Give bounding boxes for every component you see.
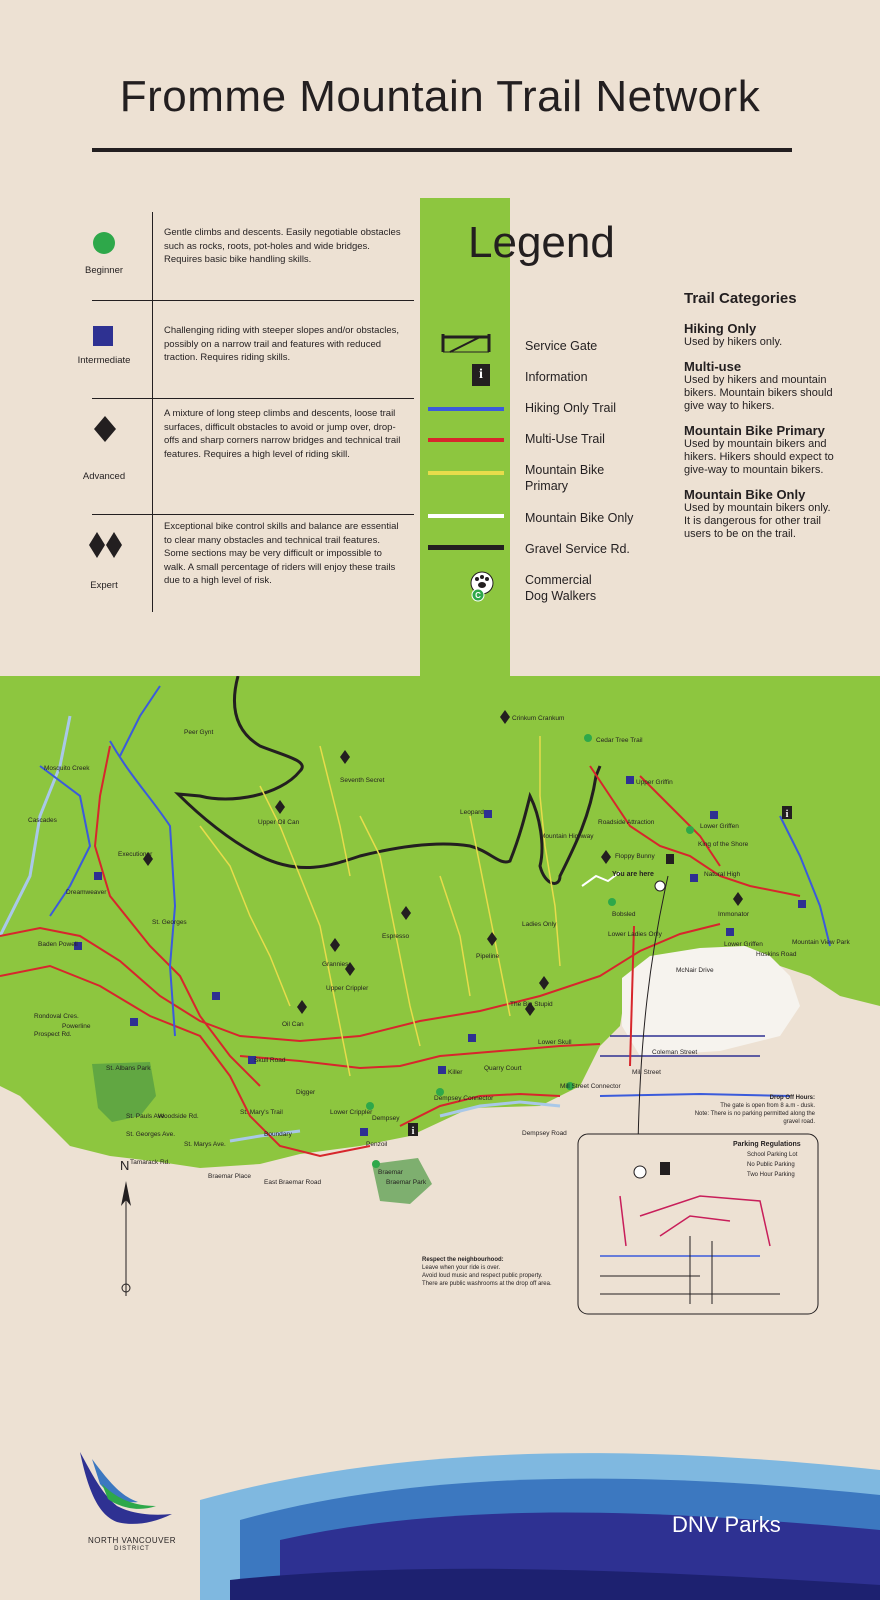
- map-label: St. Georges Ave.: [126, 1131, 176, 1138]
- map-label: Killer: [448, 1069, 463, 1076]
- dog-walker-icon: [466, 570, 498, 607]
- map-label: Mosquito Creek: [44, 765, 90, 772]
- map-label: Mill Street Connector: [560, 1083, 621, 1090]
- gravel-road-line-icon: [428, 545, 504, 550]
- map-label: Cedar Tree Trail: [596, 737, 643, 744]
- legend-label: Information: [525, 370, 588, 384]
- legend-label: Commercial Dog Walkers: [525, 573, 597, 603]
- map-label: Pipeline: [476, 953, 500, 960]
- map-label: Lower Crippler: [330, 1109, 373, 1116]
- svg-text:i: i: [411, 1126, 415, 1137]
- difficulty-table: [0, 212, 414, 612]
- map-label: Grannies: [322, 961, 349, 968]
- nv-logo: [72, 1444, 182, 1539]
- advanced-icon: [92, 416, 118, 442]
- title-divider: [92, 148, 792, 152]
- legend-label: Gravel Service Rd.: [525, 542, 630, 556]
- difficulty-description: Challenging riding with steeper slopes and/or obstacles, possibly on a narrow trail and features with reduced traction. Requires riding skills.: [164, 325, 399, 363]
- category-desc: Used by hikers and mountain bikers. Mountain bikers should give way to hikers.: [684, 374, 833, 412]
- map-label: Mountain View Park: [792, 939, 850, 946]
- map-label: Penzoil: [366, 1141, 388, 1148]
- category-desc: Used by mountain bikers only. It is dangerous for other trail users to be on the trail.: [684, 502, 831, 540]
- map-label: St. Albans Park: [106, 1065, 151, 1072]
- page-title: Fromme Mountain Trail Network: [119, 72, 761, 121]
- beginner-icon: [93, 232, 115, 254]
- map-label: Prospect Rd.: [34, 1031, 72, 1038]
- map-label: Powerline: [62, 1023, 91, 1030]
- bike-primary-line-icon: [428, 471, 504, 475]
- table-rule: [92, 398, 414, 399]
- map-label: Dempsey Connector: [434, 1095, 494, 1102]
- table-vertical-rule: [152, 212, 153, 612]
- map-label: Seventh Secret: [340, 777, 385, 784]
- info-icon: i: [472, 364, 490, 386]
- difficulty-level: Beginner: [84, 265, 124, 276]
- map-label: Floppy Bunny: [615, 853, 655, 860]
- drop-off-text: The gate is open from 8 a.m - dusk.: [720, 1103, 815, 1109]
- map-label: Boundary: [264, 1131, 292, 1138]
- legend-title: Legend: [468, 218, 615, 267]
- map-label: You are here: [612, 871, 654, 878]
- map-label: Digger: [296, 1089, 316, 1096]
- org-name: NORTH VANCOUVER: [87, 1536, 177, 1545]
- gate-icon: [440, 332, 492, 359]
- difficulty-description: Exceptional bike control skills and balance are essential to clear many obstacles and technical trail features. Some sections may be very difficult or impossible to walk. A small percentage of riders will enjoy these trails due to a high level of risk.: [164, 521, 399, 586]
- map-label: King of the Shore: [698, 841, 749, 848]
- map-label: Coleman Street: [652, 1049, 698, 1056]
- difficulty-level: Advanced: [82, 471, 126, 482]
- map-label: Executioner: [118, 851, 153, 858]
- hiking-line-icon: [428, 407, 504, 411]
- map-label: Quarry Court: [484, 1065, 522, 1072]
- svg-text:C: C: [475, 591, 481, 600]
- map-label: Skull Road: [254, 1057, 286, 1064]
- legend-label: Multi-Use Trail: [525, 432, 605, 446]
- map-label: Hoskins Road: [756, 951, 797, 958]
- map-label: Mill Street: [632, 1069, 661, 1076]
- bike-only-line-icon: [428, 514, 504, 518]
- map-label: Crinkum Crankum: [512, 715, 565, 722]
- map-label: Ladies Only: [522, 921, 557, 928]
- legend-label: Mountain Bike Only: [525, 511, 634, 525]
- map-label: The Big Stupid: [510, 1001, 553, 1008]
- north-arrow: [121, 1181, 131, 1296]
- difficulty-level: Expert: [90, 580, 118, 591]
- difficulty-level: Intermediate: [77, 355, 131, 366]
- map-label: Braemar Park: [386, 1179, 427, 1186]
- residential-area: [622, 946, 800, 1056]
- parking-item: School Parking Lot: [747, 1152, 798, 1158]
- legend-label: Hiking Only Trail: [525, 401, 616, 415]
- intermediate-icon: [93, 326, 113, 346]
- you-are-here-marker: [655, 881, 665, 891]
- map-label: Oil Can: [282, 1021, 304, 1028]
- map-label: McNair Drive: [676, 967, 714, 974]
- trail-map[interactable]: [0, 676, 880, 1396]
- map-label: Dempsey Road: [522, 1130, 567, 1137]
- category-name: Hiking Only: [684, 321, 757, 336]
- drop-off-heading: Drop Off Hours:: [769, 1095, 815, 1101]
- map-label: Rondoval Cres.: [34, 1013, 79, 1020]
- svg-text:i: i: [785, 809, 789, 820]
- map-label: Espresso: [382, 933, 410, 940]
- map-label: Bobsled: [612, 911, 636, 918]
- map-label: Immonator: [718, 911, 750, 918]
- category-name: Mountain Bike Only: [684, 487, 806, 502]
- map-label: Peer Gynt: [184, 729, 214, 736]
- map-label: Leopard: [460, 809, 484, 816]
- category-name: Multi-use: [684, 359, 742, 374]
- map-label: Lower Griffen: [724, 941, 763, 948]
- category-name: Mountain Bike Primary: [684, 423, 825, 438]
- respect-heading: Respect the neighbourhood:: [422, 1257, 504, 1263]
- expert-icon: [88, 531, 124, 559]
- legend-label: Mountain Bike Primary: [525, 463, 605, 493]
- category-desc: Used by mountain bikers and hikers. Hikers should expect to give-way to mountain bikers.: [684, 438, 834, 476]
- legend-label: Service Gate: [525, 339, 598, 353]
- respect-line: There are public washrooms at the drop off area.: [422, 1281, 552, 1287]
- parking-heading: Parking Regulations: [733, 1141, 801, 1148]
- map-label: St. Pauls Ave.: [126, 1113, 167, 1120]
- map-label: Mountain Highway: [540, 833, 594, 840]
- respect-notice: [422, 1256, 592, 1288]
- parking-regulations: [733, 1140, 818, 1180]
- dnv-parks-brand: DNV Parks: [672, 1512, 781, 1537]
- map-label: Natural High: [704, 871, 741, 878]
- difficulty-description: A mixture of long steep climbs and descents, loose trail surfaces, difficult obstacles to avoid or jump over, drop-offs and sharp corners narrow bridges and technical trail features. Requires a high level of riding skill.: [164, 408, 401, 460]
- map-label: East Braemar Road: [264, 1179, 322, 1186]
- table-rule: [92, 514, 414, 515]
- map-label: Dreamweaver: [66, 889, 107, 896]
- table-rule: [92, 300, 414, 301]
- map-label: Braemar: [378, 1169, 403, 1176]
- org-subname: DISTRICT: [114, 1546, 150, 1552]
- difficulty-description: Gentle climbs and descents. Easily negotiable obstacles such as rocks, roots, pot-holes and wide bridges. Requires basic bike handling skills.: [164, 227, 401, 265]
- category-desc: Used by hikers only.: [684, 336, 783, 348]
- map-label: Upper Crippler: [326, 985, 369, 992]
- respect-line: Leave when your ride is over.: [422, 1265, 501, 1271]
- respect-line: Avoid loud music and respect public property.: [422, 1273, 543, 1279]
- parking-item: No Public Parking: [747, 1162, 795, 1168]
- map-label: Dempsey: [372, 1115, 400, 1122]
- map-label: Woodside Rd.: [158, 1113, 199, 1120]
- map-label: Cascades: [28, 817, 57, 824]
- map-label: Braemar Place: [208, 1173, 251, 1180]
- drop-off-info: [685, 1094, 815, 1126]
- north-label: N: [120, 1158, 130, 1173]
- trail-categories: [684, 290, 834, 541]
- map-label: Lower Ladies Only: [608, 931, 662, 938]
- map-label: St. Marys Ave.: [184, 1141, 226, 1148]
- map-label: Lower Griffen: [700, 823, 739, 830]
- drop-off-note: Note: There is no parking permitted along the gravel road.: [694, 1111, 815, 1125]
- map-label: Upper Oil Can: [258, 819, 300, 826]
- map-label: Upper Griffin: [636, 779, 673, 786]
- map-label: Baden Powell: [38, 941, 78, 948]
- parking-item: Two Hour Parking: [747, 1172, 795, 1178]
- eagle-logo-icon: [72, 1444, 182, 1534]
- legend-list: [420, 330, 680, 620]
- map-label: St. Mary's Trail: [240, 1109, 283, 1116]
- trail-categories-heading: Trail Categories: [684, 290, 797, 307]
- map-label: Tamarack Rd.: [130, 1159, 171, 1166]
- multiuse-line-icon: [428, 438, 504, 442]
- map-label: Roadside Attraction: [598, 819, 655, 826]
- map-label: Lower Skull: [538, 1039, 572, 1046]
- map-label: St. Georges: [152, 919, 187, 926]
